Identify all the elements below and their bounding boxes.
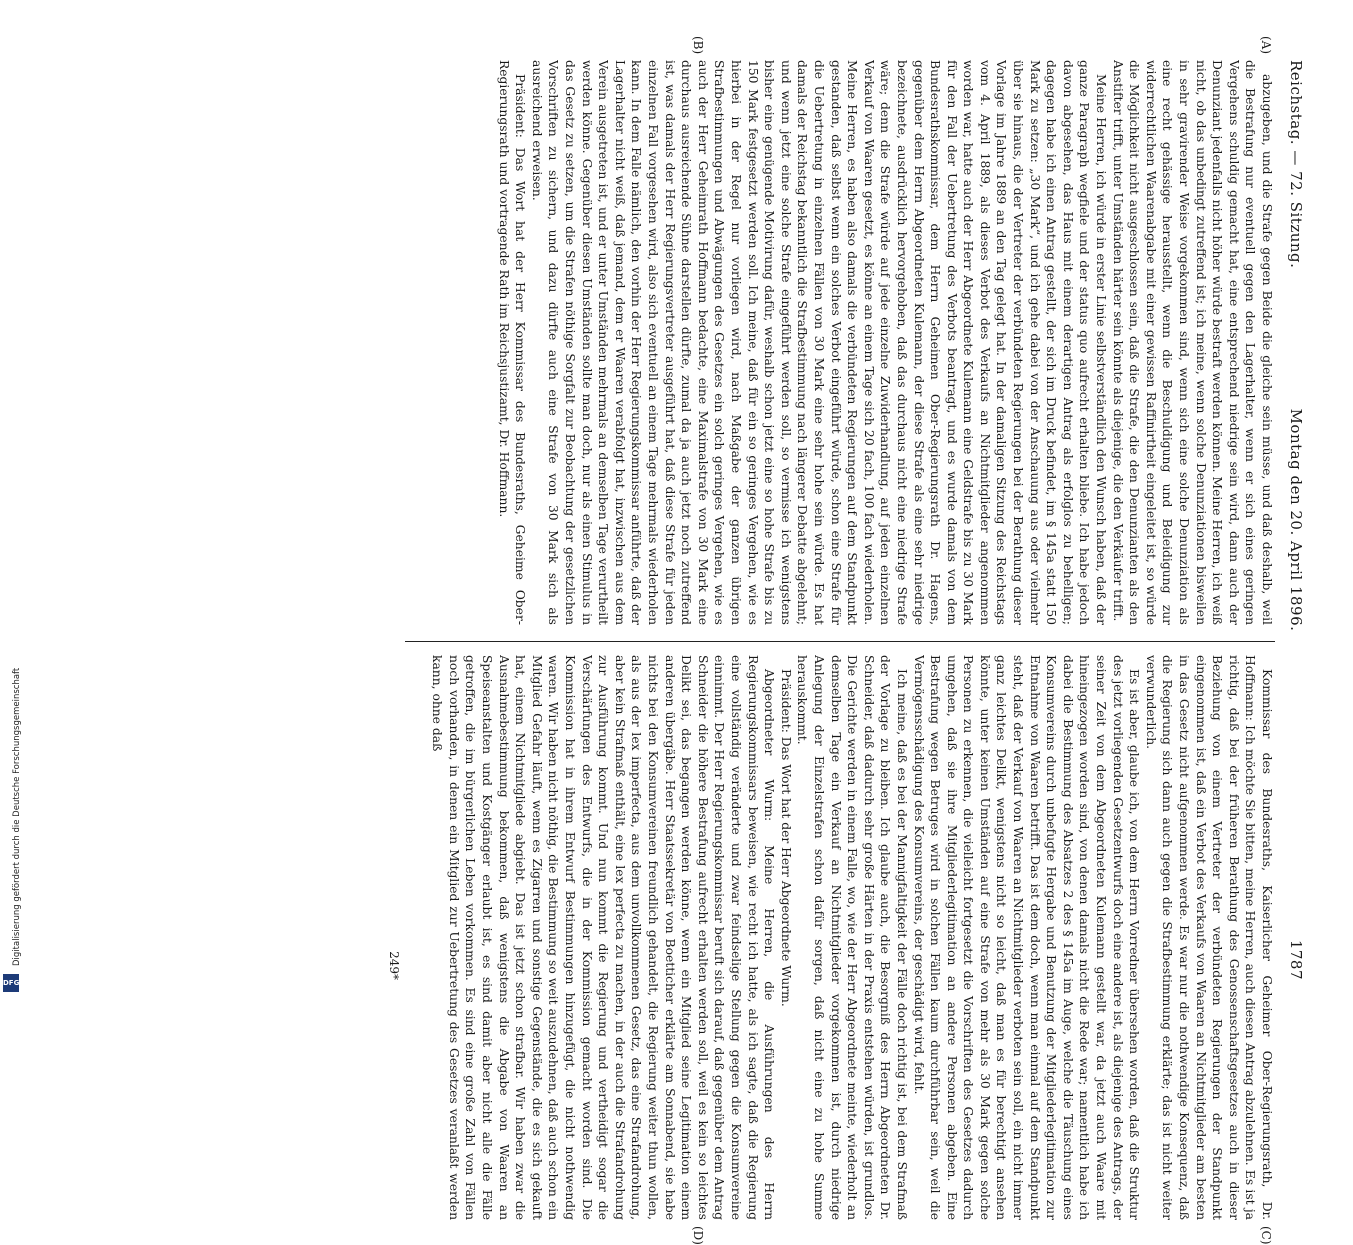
paragraph: Präsident: Das Wort hat der Herr Abgeordnete Wurm. bbox=[778, 669, 793, 1007]
paragraph: Meine Herren, ich würde in erster Linie selbstverständlich den Wunsch haben, daß der ganze Paragraph wegfiele und der status quo aufrecht erhalten bliebe. Ich habe jedoch davon abgesehen, das Haus mit einem derartigen Antrag als erfolglos zu behelligen; dagegen habe ich einen Antrag gestellt, der sich im Druck befindet, im § 145a statt 150 Mark zu setzen: „30 Mark“, und ich gehe dabei von der Anschauung aus oder vielmehr über sie hinaus, die der Vertreter der verbündeten Regierungen bei der Berathung dieser Vorlage im Jahre 1889 an den Tag gelegt hat. In der damaligen Sitzung des Reichstags vom 4. April 1889, als dieses Verbot des Verkaufs an Nichtmitglieder angenommen worden war, hatte auch der Herr Abgeordnete Kulemann eine Geldstrafe bis zu 30 Mark für den Fall der Uebertretung des Verbots beantragt, und es wurde damals von dem Bundesrathskommissar, dem Herrn Geheimen Ober-Regierungsrath Dr. Hagens, gegenüber dem Herrn Abgeordneten Kulemann, der diese Strafe als eine sehr niedrige bezeichnete, ausdrücklich hervorgehoben, daß das durchaus nicht eine niedrige Strafe wäre; denn die Strafe würde auf jede einzelne Zuwiderhandlung, auf jeden einzelnen Verkauf von Waaren gesetzt, es könne an einem Tage sich 20 fach, 100 fach wiederholen. Meine Herren, es haben also damals die verbündeten Regierungen auf dem Standpunkt gestanden, daß selbst wenn ein solches Verbot eingeführt würde, schon eine Strafe für die Uebertretung in einzelnen Fällen von 30 Mark eine sehr hohe sein würde. Es hat damals der Reichstag bekanntlich die Strafbestimmung nach längerer Debatte abgelehnt; und wenn jetzt eine solche Strafe eingeführt werden soll, so vermisse ich wenigstens bisher eine genügende Motivirung dafür, weshalb schon jetzt eine so hohe Strafe bis zu 150 Mark festgesetzt werden soll. Ich meine, daß für ein so geringes Vergehen, wie es hierbei in der Regel nur vorliegen wird, nach Maßgabe der ganzen übrigen Strafbestimmungen und Abwägungen des Gesetzes ein solch geringes Vergehen, wie es auch der Herr Geheimrath Hoffmann bedachte, eine Maximalstrafe von 30 Mark eine durchaus ausreichende Sühne darstellen dürfte, zumal da ja auch jetzt noch zutreffend ist, was damals der Herr Regierungsvertreter ausgeführt hat, daß diese Strafe für jeden einzelnen Fall vorgesehen wird, also sich eventuell an einem Tage mehrmals wiederholen kann. In dem Falle nämlich, den vorhin der Herr Regierungskommissar anführte, daß der Lagerhalter nicht weiß, daß jemand, dem er Waaren verabfolgt hat, inzwischen aus dem Verein ausgetreten ist, und er unter Umständen mehrmals an demselben Tage verurtheilt werden könne. Gegenüber diesen Umständen sollte man doch, nur als einen Stimulus in das Gesetz zu setzen, um die Strafen nöthige Sorgfalt zur Beobachtung der gesetzlichen Vorschriften zu sichern, und dazu dürfte auch eine Strafe von 30 Mark sich als ausreichend erweisen. bbox=[529, 60, 1109, 625]
left-column bbox=[405, 60, 1275, 625]
page-header bbox=[1283, 60, 1305, 980]
page-number: 1787 bbox=[1287, 939, 1305, 980]
column-divider bbox=[405, 641, 1275, 642]
paragraph: Präsident: Das Wort hat der Herr Kommissar des Bundesraths, Geheime Ober-Regierungsrath und vortragende Rath im Reichsjustizamt, Dr. Hoffmann. bbox=[496, 60, 528, 625]
margin-letter-c: (C) bbox=[1259, 1226, 1273, 1245]
margin-letter-d: (D) bbox=[691, 1226, 705, 1245]
header-date: Montag den 20. April 1896. bbox=[1287, 408, 1305, 632]
signature-mark: 249* bbox=[387, 951, 401, 980]
scanned-page bbox=[65, 36, 1305, 1245]
right-column bbox=[405, 655, 1275, 1220]
funding-credit: Digitalisierung gefördert durch die Deutsche Forschungsgemeinschaft bbox=[12, 667, 22, 966]
sidebar bbox=[0, 0, 24, 1000]
paragraph: Kommissar des Bundesraths, Kaiserlicher Geheimer Ober-Regierungsrath, Dr. Hoffmann: Ich möchte Sie bitten, meine Herren, auch diesen Antrag abzulehnen. Es ist ja richtig, daß bei der früheren Berathung des Genossenschaftsgesetzes auch in dieser Beziehung von einem Vertreter der verbündeten Regierungen der Standpunkt eingenommen ist, daß ein Verbot des Verkaufs von Waaren an Nichtmitglieder am besten in das Gesetz nicht aufgenommen werde. Es war nur die nothwendige Konsequenz, daß die Regierung sich dann auch gegen die Strafbestimmung erklärte; das ist nicht weiter verwunderlich. bbox=[1143, 655, 1274, 1220]
paragraph: abzugeben, und die Strafe gegen Beide die gleiche sein müsse, und daß deshalb, weil die Bestrafung nur eventuell gegen den Lagerhalter, wenn er sich eines geringen Vergehens schuldig gemacht hat, eine entsprechend niedrige sein wird, dann auch der Denunziant jedenfalls nicht höher würde bestraft werden können. Meine Herren, ich weiß nicht, ob das unbedingt zutreffend ist; ich meine, wenn solche Denunziationen bisweilen in sehr gravirender Weise vorgekommen sind, wenn sich eine solche Denunziation als eine recht gehässige herausstellt, wenn die Beschuldigung und Beleidigung zur widerrechtlichen Waarenabgabe mit einer gewissen Raffinirtheit eingeleitet ist, so würde die Möglichkeit nicht ausgeschlossen sein, daß die Strafe, die den Denunzianten als den Anstifter trifft, unter Umständen härter sein könnte als diejenige, die den Verkäufer trifft. bbox=[1110, 60, 1274, 625]
paragraph: Abgeordneter Wurm: Meine Herren, die Ausführungen des Herrn Regierungskommissars beweisen, wie recht ich hatte, als ich sagte, daß die Regierung eine vollständig veränderte und zwar feindselige Stellung gegen die Konsumvereine einnimmt. Der Herr Regierungskommissar beruft sich darauf, daß gegenüber dem Antrag Schneider die höhere Bestrafung aufrecht erhalten werden soll, weil es kein so leichtes Delikt sei, das begangen werden könne, wenn ein Mitglied seine Legitimation einem anderen übergäbe. Herr Staatssekretär von Boetticher erklärte am Sonnabend, sie habe nichts bei den Konsumvereinen freundlich gehandelt, die Regierung weiter thun wollen, als aus der lex imperfecta, aus dem unvollkommenen Gesetz, das eine Strafandrohung, aber kein Strafmaß enthält, eine lex perfecta zu machen, in der auch die Strafandrohung zur Ausführung kommt. Und nun kommt die Regierung und vertheidigt sogar die Verschärfungen des Entwurfs, die in der Kommission gemacht worden sind. Die Kommission hat in ihrem Entwurf Bestimmungen hinzugefügt, die nicht nothwendig waren. Wir haben nicht nöthig, die Bestimmung so weit auszudehnen, daß auch schon ein Mitglied Gefahr läuft, wenn es Zigarren und sonstige Gegenstände, die es sich gekauft hat, einem Nichtmitgliede abgiebt. Das ist jetzt schon strafbar. Wir haben zwar die Ausnahmebestimmung bekommen, daß wenigstens die Abgabe von Waaren an Speiseanstalten und Kostgänger erlaubt ist, es sind damit aber nicht alle die Fälle getroffen, die im bürgerlichen Leben vorkommen. Es sind eine große Zahl von Fällen noch vorhanden, in denen ein Mitglied zur Uebertretung des Gesetzes veranlaßt werden kann, ohne daß bbox=[430, 655, 777, 1220]
margin-letter-a: (A) bbox=[1259, 36, 1273, 55]
margin-letter-b: (B) bbox=[691, 36, 705, 55]
paragraph: Ich meine, daß es bei der Mannigfaltigkeit der Fälle doch richtig ist, bei dem Strafmaß der Vorlage zu bleiben. Ich glaube auch, die Besorgniß des Herrn Abgeordneten Dr. Schneider, daß dadurch sehr große Härten in der Praxis entstehen würden, ist grundlos. Die Gerichte werden in einem Falle, wo, wie der Herr Abgeordnete meinte, wiederholt an demselben Tage ein Verkauf an Nichtmitglieder vorgekommen ist, durch niedrige Anlegung der Einzelstrafen schon dafür sorgen, daß nicht eine zu hohe Summe herauskommt. bbox=[795, 655, 909, 1220]
paragraph: Es ist aber, glaube ich, von dem Herrn Vorredner übersehen worden, daß die Struktur des jetzt vorliegenden Gesetzentwurfs doch eine andere ist, als diejenige des Antrags, der seiner Zeit von dem Abgeordneten Kulemann gestellt war, da jetzt auch Waare mit hineingezogen worden sind, von denen damals nicht die Rede war; namentlich habe ich dabei die Bestimmung des Absatzes 2 des § 145a im Auge, welche die Täuschung eines Konsumvereins durch unbefugte Hergabe und Benutzung der Mitgliederlegitimation zur Entnahme von Waaren betrifft. Das ist dem doch, wenn man einmal auf dem Standpunkt steht, daß der Verkauf von Waaren an Nichtmitglieder verboten sein soll, ein nicht immer ganz leichtes Delikt, wenigstens nicht so leicht, daß man es für berechtigt ansehen könnte, unter keinen Umständen auf eine Strafe von mehr als 30 Mark gegen solche Personen zu erkennen, die vielleicht fortgesetzt die Vorschriften des Gesetzes dadurch umgehen, daß sie ihre Mitgliederlegitimation an andere Personen abgeben. Eine Bestrafung wegen Betruges wird in solchen Fällen kaum durchführbar sein, weil die Vermögensschädigung des Konsumvereins, der geschädigt wird, fehlt. bbox=[911, 655, 1142, 1220]
header-session: Reichstag. — 72. Sitzung. bbox=[1287, 60, 1305, 269]
dfg-logo: DFG bbox=[3, 974, 19, 992]
